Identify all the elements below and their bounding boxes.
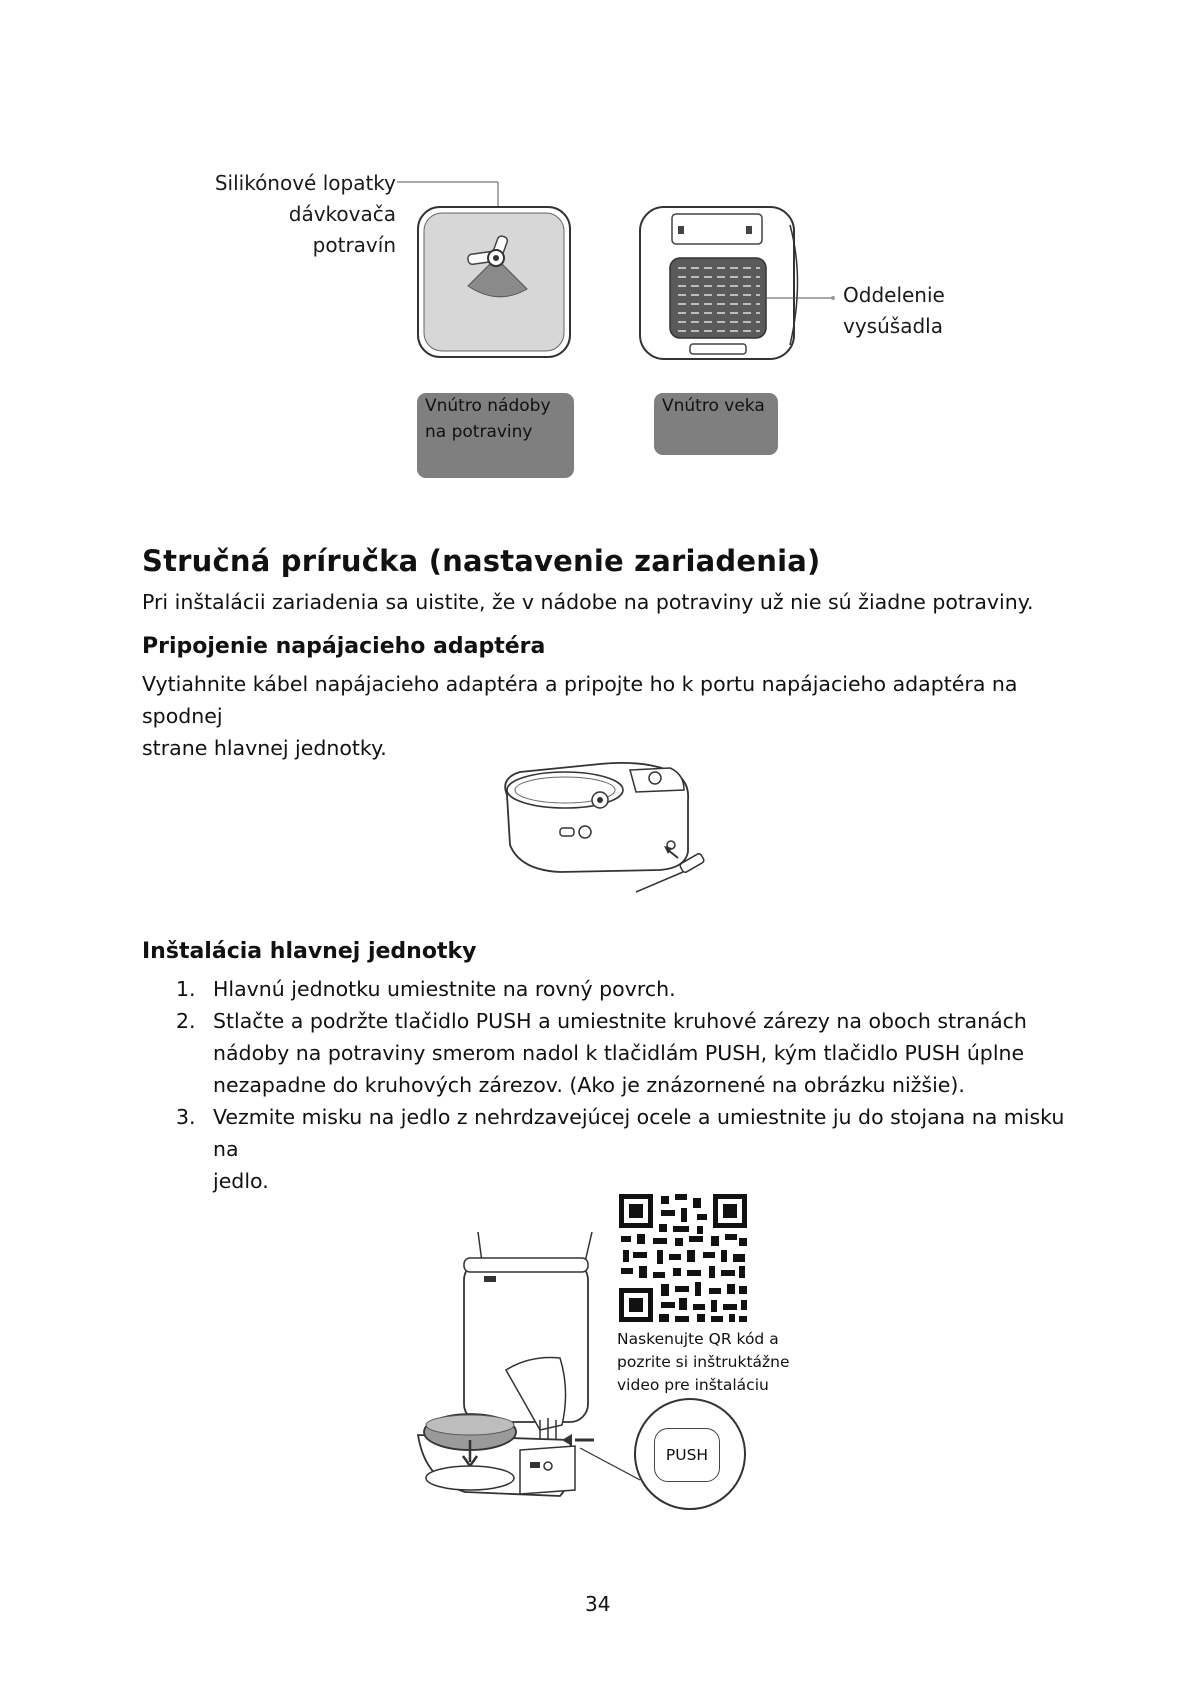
lid-inside-drawing xyxy=(640,207,835,359)
install-steps xyxy=(142,973,1092,1197)
container-inside-drawing xyxy=(418,207,570,357)
intro-text: Pri inštalácii zariadenia sa uistite, že v nádobe na potraviny už nie sú žiadne potraviny. xyxy=(142,590,1034,614)
push-button-label: PUSH xyxy=(654,1428,720,1482)
install-heading: Inštalácia hlavnej jednotky xyxy=(142,939,477,964)
label-desiccant: Oddelenie vysúšadla xyxy=(843,283,945,338)
caption-box-lid: Vnútro veka xyxy=(654,393,778,455)
power-adapter-illustration xyxy=(495,750,715,910)
caption-box-container: Vnútro nádoby na potraviny xyxy=(417,393,574,478)
power-heading: Pripojenie napájacieho adaptéra xyxy=(142,634,546,659)
list-item: 1. Hlavnú jednotku umiestnite na rovný povrch. xyxy=(176,977,676,1001)
page-number: 34 xyxy=(585,1592,611,1616)
feeder-inside-illustrations xyxy=(380,160,860,360)
label-paddles: Silikónové lopatky dávkovača potravín xyxy=(214,171,396,257)
list-item: 3. Vezmite misku na jedlo z nehrdzavejúcej ocele a umiestnite ju do stojana na misku na jedlo. xyxy=(176,1105,1065,1193)
list-item: 2. Stlačte a podržte tlačidlo PUSH a umiestnite kruhové zárezy na oboch stranách nádoby na potraviny smerom nadol k tlačidlám PUSH, kým tlačidlo PUSH úplne nezapadne do kruhových zárezov. (Ako je znázornené na obrázku nižšie). xyxy=(176,1009,1027,1097)
qr-code-icon xyxy=(617,1192,749,1324)
power-paragraph: Vytiahnite kábel napájacieho adaptéra a pripojte ho k portu napájacieho adaptéra na spodnej strane hlavnej jednotky. xyxy=(142,672,1018,760)
page-title: Stručná príručka (nastavenie zariadenia) xyxy=(142,544,821,578)
qr-note: Naskenujte QR kód a pozrite si inštruktážne video pre inštaláciu xyxy=(617,1330,790,1394)
